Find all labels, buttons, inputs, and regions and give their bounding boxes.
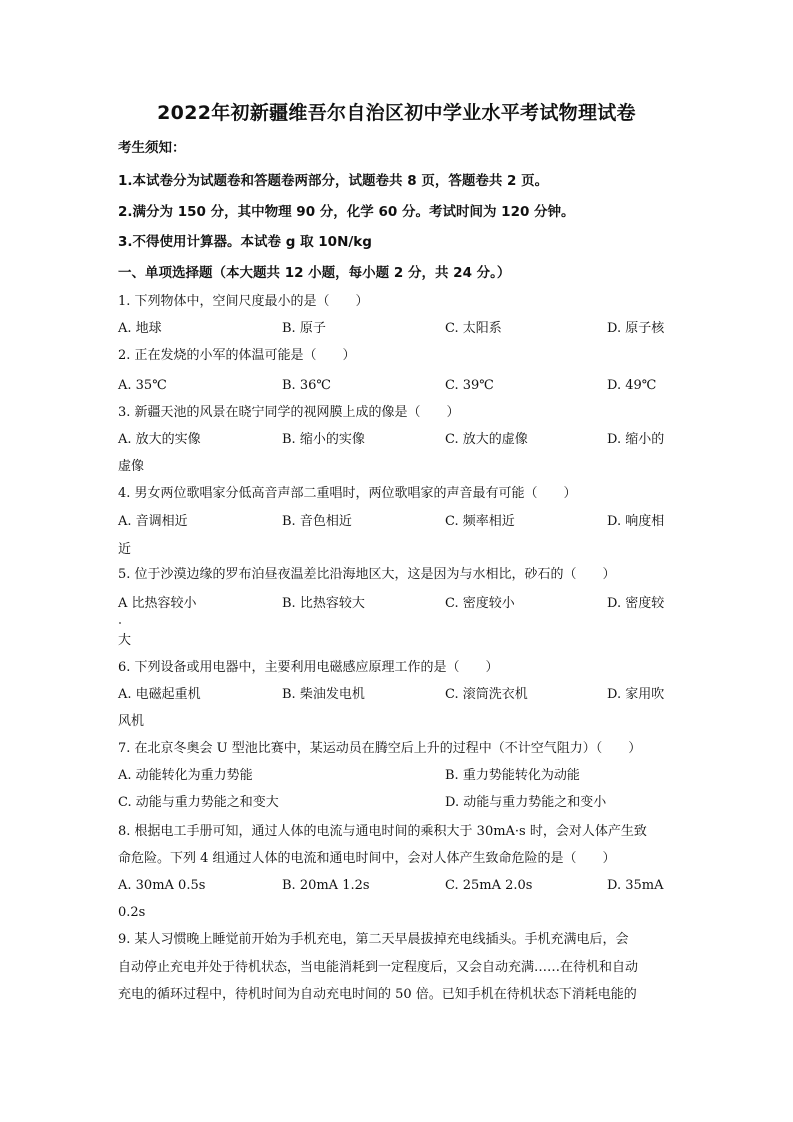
question-3-option-d-wrap: 虚像 <box>118 459 145 474</box>
question-2-stem: 2. 正在发烧的小军的体温可能是（ ） <box>118 348 356 363</box>
question-6-option-d-wrap: 风机 <box>118 714 145 729</box>
question-5-option-a: A 比热容较小 <box>118 596 197 611</box>
question-2-option-a: A. 35℃ <box>118 378 167 393</box>
question-5-option-d: D. 密度较 <box>607 596 665 611</box>
question-9-stem-line-2: 自动停止充电并处于待机状态，当电能消耗到一定程度后，又会自动充满……在待机和自动 <box>118 960 639 975</box>
question-6-option-c: C. 滚筒洗衣机 <box>445 687 528 702</box>
question-6-option-a: A. 电磁起重机 <box>118 687 201 702</box>
question-3-option-a: A. 放大的实像 <box>118 432 201 447</box>
question-3-option-b: B. 缩小的实像 <box>282 432 365 447</box>
question-5-option-b: B. 比热容较大 <box>282 596 365 611</box>
question-7-option-a: A. 动能转化为重力势能 <box>118 768 253 783</box>
question-8-option-c: C. 25mA 2.0s <box>445 878 533 893</box>
question-1-option-a: A. 地球 <box>118 321 162 336</box>
question-9-stem-line-3: 充电的循环过程中，待机时间为自动充电时间的 50 倍。已知手机在待机状态下消耗电能的 <box>118 987 637 1002</box>
question-4-option-a: A. 音调相近 <box>118 514 188 529</box>
question-8-option-a: A. 30mA 0.5s <box>118 878 206 893</box>
notice-item-3: 3.不得使用计算器。本试卷 g 取 10N/kg <box>118 234 372 250</box>
question-2-option-b: B. 36℃ <box>282 378 331 393</box>
question-8-stem-line-2: 命危险。下列 4 组通过人体的电流和通电时间中，会对人体产生致命危险的是（ ） <box>118 851 616 866</box>
question-1-stem: 1. 下列物体中，空间尺度最小的是（ ） <box>118 294 369 309</box>
exam-title: 2022年初新疆维吾尔自治区初中学业水平考试物理试卷 <box>157 102 636 124</box>
question-7-option-c: C. 动能与重力势能之和变大 <box>118 795 279 810</box>
question-5-option-c: C. 密度较小 <box>445 596 515 611</box>
question-1-option-b: B. 原子 <box>282 321 326 336</box>
question-2-option-c: C. 39℃ <box>445 378 494 393</box>
section-heading: 一、单项选择题（本大题共 12 小题，每小题 2 分，共 24 分。） <box>118 265 511 281</box>
question-8-option-d-wrap: 0.2s <box>118 905 146 920</box>
question-6-option-b: B. 柴油发电机 <box>282 687 365 702</box>
question-3-option-c: C. 放大的虚像 <box>445 432 528 447</box>
stray-mark <box>119 622 121 624</box>
question-4-option-d-wrap: 近 <box>118 542 132 557</box>
question-4-stem: 4. 男女两位歌唱家分低高音声部二重唱时，两位歌唱家的声音最有可能（ ） <box>118 486 577 501</box>
question-5-stem: 5. 位于沙漠边缘的罗布泊昼夜温差比沿海地区大，这是因为与水相比，砂石的（ ） <box>118 567 616 582</box>
question-4-option-b: B. 音色相近 <box>282 514 352 529</box>
question-8-stem-line-1: 8. 根据电工手册可知，通过人体的电流与通电时间的乘积大于 30mA·s 时，会对人体产生致 <box>118 824 647 839</box>
question-3-stem: 3. 新疆天池的风景在晓宁同学的视网膜上成的像是（ ） <box>118 405 460 420</box>
question-4-option-c: C. 频率相近 <box>445 514 515 529</box>
question-1-option-c: C. 太阳系 <box>445 321 502 336</box>
question-5-option-d-wrap: 大 <box>118 633 132 648</box>
question-2-option-d: D. 49℃ <box>607 378 657 393</box>
notice-item-2: 2.满分为 150 分，其中物理 90 分，化学 60 分。考试时间为 120 分钟。 <box>118 204 575 220</box>
question-7-option-d: D. 动能与重力势能之和变小 <box>445 795 607 810</box>
question-9-stem-line-1: 9. 某人习惯晚上睡觉前开始为手机充电，第二天早晨拔掉充电线插头。手机充满电后，会 <box>118 932 629 947</box>
question-8-option-b: B. 20mA 1.2s <box>282 878 370 893</box>
question-8-option-d: D. 35mA <box>607 878 664 893</box>
question-6-option-d: D. 家用吹 <box>607 687 665 702</box>
notice-item-1: 1.本试卷分为试题卷和答题卷两部分，试题卷共 8 页，答题卷共 2 页。 <box>118 173 549 189</box>
question-7-option-b: B. 重力势能转化为动能 <box>445 768 580 783</box>
question-1-option-d: D. 原子核 <box>607 321 665 336</box>
question-6-stem: 6. 下列设备或用电器中，主要利用电磁感应原理工作的是（ ） <box>118 660 499 675</box>
question-3-option-d: D. 缩小的 <box>607 432 665 447</box>
question-4-option-d: D. 响度相 <box>607 514 665 529</box>
question-7-stem: 7. 在北京冬奥会 U 型池比赛中，某运动员在腾空后上升的过程中（不计空气阻力）（ ） <box>118 741 642 756</box>
notice-heading: 考生须知： <box>118 140 186 156</box>
